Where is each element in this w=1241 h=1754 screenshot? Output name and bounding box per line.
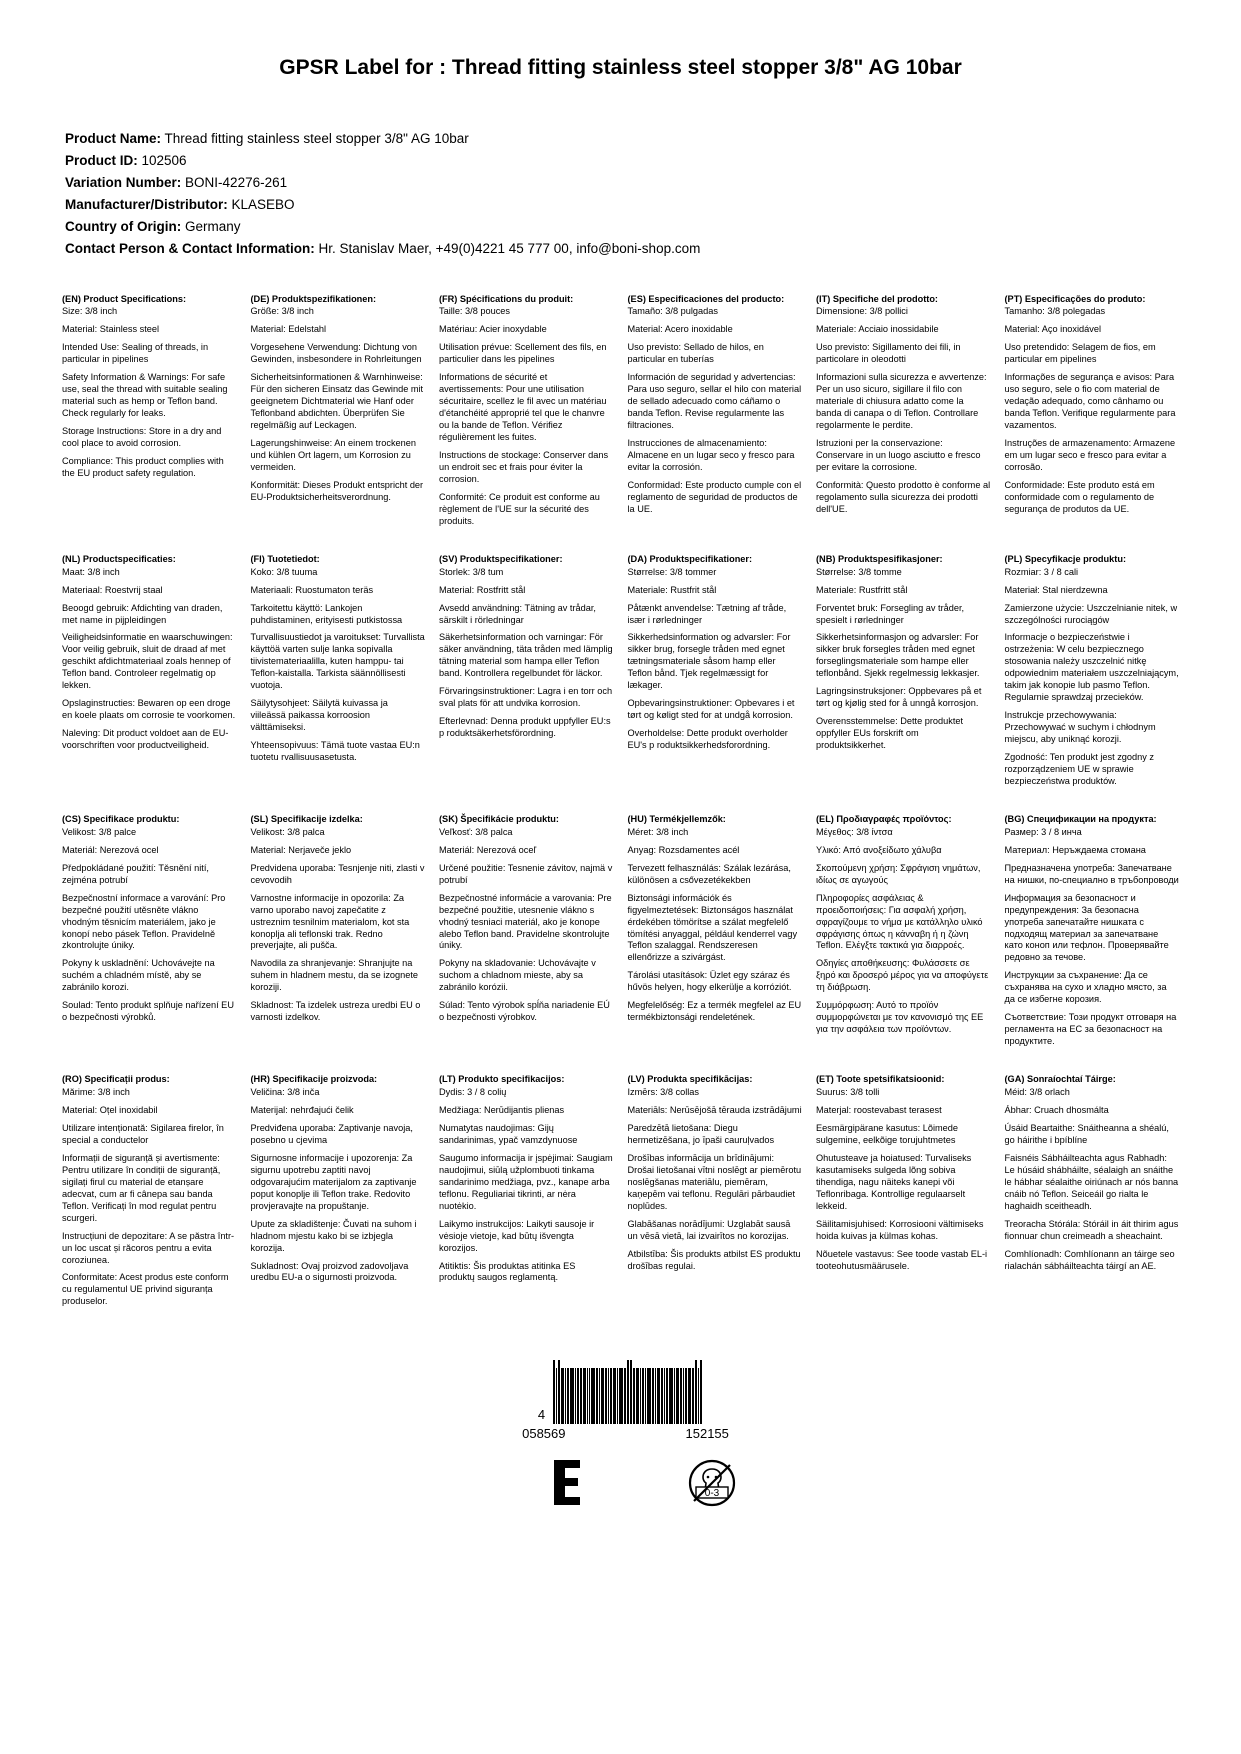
spec-paragraph: Storlek: 3/8 tum xyxy=(439,566,504,577)
spec-paragraph: Lagringsinstruksjoner: Oppbevares på et tørt og kjølig sted for å unngå korrosjon. xyxy=(816,686,982,709)
spec-heading: (LV) Produkta specifikācijas: xyxy=(627,1074,753,1085)
spec-paragraph: Tervezett felhasználás: Szálak lezárása, különösen a csővezetékekben xyxy=(627,862,791,885)
spec-paragraph: Veľkosť: 3/8 palca xyxy=(439,826,513,837)
spec-paragraph: Material: Oțel inoxidabil xyxy=(62,1105,158,1116)
spec-heading: (DA) Produktspecifikationer: xyxy=(627,553,753,564)
spec-paragraph: Informații de siguranță și avertismente: Pentru utilizare în condiții de siguranță, sigilați firul cu material de etanșare adecvat, cum ar fi cânepa sau banda Teflon. Verificați în mod regulat pentru scurgeri. xyxy=(62,1152,221,1223)
spec-paragraph: Materiale: Rustfritt stål xyxy=(816,584,908,595)
spec-paragraph: Navodila za shranjevanje: Shranjujte na suhem in hladnem mestu, da se izognete koroziji. xyxy=(250,958,419,993)
meta-label: Product ID: xyxy=(65,153,138,169)
spec-paragraph: Material: Stainless steel xyxy=(62,324,160,335)
spec-paragraph: Paredzētā lietošana: Diegu hermetizēšana, jo īpaši cauruļvados xyxy=(627,1122,775,1145)
spec-block-hr xyxy=(251,1074,426,1334)
meta-value: Hr. Stanislav Maer, +49(0)4221 45 777 00, info@boni-shop.com xyxy=(318,240,701,256)
spec-block-sv xyxy=(439,554,614,814)
spec-paragraph: Bezpečnostní informace a varování: Pro bezpečné použití utěsněte vlákno vhodným těsnicím materiálem, jako je konopí nebo pásek Teflon. Pravidelně zkontrolujte úniky. xyxy=(62,892,226,951)
svg-text:0-3: 0-3 xyxy=(704,1488,719,1500)
spec-paragraph: Efterlevnad: Denna produkt uppfyller EU:s p roduktsäkerhetsförordning. xyxy=(439,716,611,739)
spec-paragraph: Säilytysohjeet: Säilytä kuivassa ja viileässä paikassa korroosion välttämiseksi. xyxy=(250,698,388,733)
spec-paragraph: Materiál: Nerezová ocel xyxy=(62,844,159,855)
spec-paragraph: Rozmiar: 3 / 8 cali xyxy=(1004,566,1079,577)
meta-value: BONI-42276-261 xyxy=(185,175,288,191)
age-restriction-icon xyxy=(680,1457,744,1509)
spec-block-el xyxy=(816,814,991,1074)
spec-block-nl xyxy=(62,554,237,814)
ean13-barcode xyxy=(553,1360,703,1424)
spec-paragraph: Laikymo instrukcijos: Laikyti sausoje ir vėsioje vietoje, kad būtų išvengta korozijos. xyxy=(439,1218,595,1253)
spec-paragraph: Tarkoitettu käyttö: Lankojen puhdistaminen, erityisesti putkistossa xyxy=(250,602,403,625)
spec-heading: (DE) Produktspezifikationen: xyxy=(250,293,377,304)
spec-paragraph: Saugumo informacija ir įspėjimai: Saugiam naudojimui, siūlą užplombuoti tinkama sandarinimo medžiaga, pvz., kanape arba teflonu. Reguliariai tikrinti, ar nėra nuotėkio. xyxy=(439,1152,613,1211)
spec-paragraph: Suurus: 3/8 tolli xyxy=(816,1087,880,1098)
spec-heading: (ES) Especificaciones del producto: xyxy=(627,293,785,304)
spec-heading: (NL) Productspecificaties: xyxy=(62,553,176,564)
spec-paragraph: Atbilstība: Šis produkts atbilst ES produktu drošības regulai. xyxy=(627,1248,801,1271)
spec-paragraph: Material: Edelstahl xyxy=(250,324,327,335)
spec-paragraph: Zamierzone użycie: Uszczelnianie nitek, w szczególności rurociągów xyxy=(1004,602,1178,625)
meta-label: Manufacturer/Distributor: xyxy=(65,196,228,212)
spec-paragraph: Turvallisuustiedot ja varoitukset: Turvallista käyttöä varten sulje lanka sopivalla tiivistemateriaalilla, kuten hamppu- tai Teflon-kaistalla. Tarkista säännöllisesti vuotoja. xyxy=(250,632,425,691)
spec-paragraph: Sukladnost: Ovaj proizvod zadovoljava uredbu EU-a o sigurnosti proizvoda. xyxy=(250,1260,409,1283)
spec-block-en xyxy=(62,294,237,554)
spec-paragraph: Úsáid Beartaithe: Snáitheanna a shéalú, go háirithe i bpíblíne xyxy=(1004,1122,1169,1145)
spec-paragraph: Faisnéis Sábháilteachta agus Rabhadh: Le húsáid shábháilte, séalaigh an snáithe le hábhar séalaithe oiriúnach ar nós banna cnáib nó Teflon. Seiceáil go rialta le haghaidh sceitheadh. xyxy=(1004,1152,1179,1211)
meta-label: Product Name: xyxy=(65,131,162,147)
spec-paragraph: Σκοπούμενη χρήση: Σφράγιση νημάτων, ιδίως σε αγωγούς xyxy=(816,862,981,885)
barcode-right-digits: 152155 xyxy=(685,1426,729,1442)
spec-paragraph: Material: Acero inoxidable xyxy=(627,324,733,335)
spec-paragraph: Инструкции за съхранение: Да се съхранява на сухо и хладно място, за да се избегне корозия. xyxy=(1004,970,1167,1005)
spec-heading: (RO) Specificații produs: xyxy=(62,1074,170,1085)
spec-paragraph: Размер: 3 / 8 инча xyxy=(1004,826,1082,837)
spec-paragraph: Größe: 3/8 inch xyxy=(250,306,314,317)
spec-block-lv xyxy=(628,1074,803,1334)
specifications-grid xyxy=(62,294,1179,1335)
spec-paragraph: Materiál: Nerezová oceľ xyxy=(439,844,537,855)
meta-value: 102506 xyxy=(141,153,187,169)
spec-paragraph: Instructions de stockage: Conserver dans un endroit sec et frais pour éviter la corrosion. xyxy=(439,449,609,484)
spec-paragraph: Size: 3/8 inch xyxy=(62,306,118,317)
meta-row-country-of-origin xyxy=(65,216,1179,238)
spec-paragraph: Naleving: Dit product voldoet aan de EU-voorschriften voor productveiligheid. xyxy=(62,728,229,751)
spec-block-cs xyxy=(62,814,237,1074)
spec-paragraph: Megfelelőség: Ez a termék megfelel az EU termékbiztonsági rendeletének. xyxy=(627,1000,802,1023)
spec-paragraph: Predviđena uporaba: Zaptivanje navoja, posebno u cjevima xyxy=(250,1122,413,1145)
spec-paragraph: Mărime: 3/8 inch xyxy=(62,1087,130,1098)
spec-paragraph: Taille: 3/8 pouces xyxy=(439,306,510,317)
spec-paragraph: Предназначена употреба: Запечатване на нишки, по-специално в тръбопроводи xyxy=(1004,862,1179,885)
spec-paragraph: Conformidad: Este producto cumple con el reglamento de seguridad de productos de la UE. xyxy=(627,479,802,514)
spec-heading: (EN) Product Specifications: xyxy=(62,293,187,304)
spec-paragraph: Sigurnosne informacije i upozorenja: Za sigurnu upotrebu zaptiti navoj odgovarajućim materijalom za zaptivanje poput konoplje ili Teflon trake. Redovito provjeravajte na propuštanje. xyxy=(250,1152,417,1211)
spec-block-bg xyxy=(1005,814,1180,1074)
barcode-numbers xyxy=(522,1426,729,1441)
spec-paragraph: Atitiktis: Šis produktas atitinka ES produktų saugos reglamentą. xyxy=(439,1260,576,1283)
spec-paragraph: Materijal: nehrđajući čelik xyxy=(250,1105,354,1116)
meta-row-manufacturer xyxy=(65,194,1179,216)
spec-block-nb xyxy=(816,554,991,814)
spec-paragraph: Méret: 3/8 inch xyxy=(627,826,689,837)
spec-paragraph: Veličina: 3/8 inča xyxy=(250,1087,320,1098)
spec-paragraph: Información de seguridad y advertencias: Para uso seguro, sellar el hilo con material de sellado adecuado como cáñamo o banda Teflon. Revise regularmente las filtraciones. xyxy=(627,372,802,431)
spec-block-ro xyxy=(62,1074,237,1334)
spec-paragraph: Utilizare intenționată: Sigilarea firelor, în special a conductelor xyxy=(62,1122,224,1145)
spec-paragraph: Lagerungshinweise: An einem trockenen und kühlen Ort lagern, um Korrosion zu vermeiden. xyxy=(250,438,416,472)
spec-paragraph: Pokyny k uskladnění: Uchovávejte na suchém a chladném místě, aby se zabránilo korozi. xyxy=(62,958,215,993)
spec-paragraph: Určené použitie: Tesnenie závitov, najmä v potrubí xyxy=(439,862,613,885)
spec-paragraph: Anyag: Rozsdamentes acél xyxy=(627,844,740,855)
spec-block-de xyxy=(251,294,426,554)
barcode-left-digits: 058569 xyxy=(522,1426,566,1442)
spec-block-fi xyxy=(251,554,426,814)
spec-paragraph: Informações de segurança e avisos: Para uso seguro, sele o fio com material de vedação adequado, como cânhamo ou banda Teflon. Verifique regularmente para vazamentos. xyxy=(1004,372,1176,431)
spec-paragraph: Treoracha Stórála: Stóráil in áit thirim agus fionnuar chun creimeadh a sheachaint. xyxy=(1004,1218,1179,1241)
spec-heading: (PL) Specyfikacje produktu: xyxy=(1004,553,1127,564)
spec-paragraph: Eesmärgipärane kasutus: Lõimede sulgemine, eelkõige torujuhtmetes xyxy=(816,1122,958,1145)
ce-mark-icon xyxy=(498,1457,584,1509)
spec-paragraph: Instrukcje przechowywania: Przechowywać w suchym i chłodnym miejscu, aby uniknąć korozji. xyxy=(1004,710,1156,745)
spec-paragraph: Информация за безопасност и предупреждения: За безопасна употреба запечатайте нишката с подходящ материал за запечатване като коноп или тефлон. Проверявайте редовно за течове. xyxy=(1004,892,1169,963)
compliance-marks xyxy=(498,1457,744,1509)
spec-paragraph: Opbevaringsinstruktioner: Opbevares i et tørt og køligt sted for at undgå korrosion. xyxy=(627,698,795,721)
meta-label: Country of Origin: xyxy=(65,218,182,234)
spec-paragraph: Izmērs: 3/8 collas xyxy=(627,1087,699,1098)
spec-paragraph: Zgodność: Ten produkt jest zgodny z rozporządzeniem UE w sprawie bezpieczeństwa produktów. xyxy=(1004,752,1154,786)
meta-value: Germany xyxy=(185,218,241,234)
spec-paragraph: Matériau: Acier inoxydable xyxy=(439,324,547,335)
spec-paragraph: Bezpečnostné informácie a varovania: Pre bezpečné použitie, utesnenie vlákno s vhodný tesniaci materiál, ako je konope alebo Teflon band. Pravidelne skontrolujte úniky. xyxy=(439,892,612,951)
spec-paragraph: Utilisation prévue: Scellement des fils, en particulier dans les pipelines xyxy=(439,342,607,365)
spec-paragraph: Storage Instructions: Store in a dry and cool place to avoid corrosion. xyxy=(62,426,222,449)
spec-paragraph: Förvaringsinstruktioner: Lagra i en torr och sval plats för att undvika korrosion. xyxy=(439,686,613,709)
spec-paragraph: Υλικό: Από ανοξείδωτο χάλυβα xyxy=(816,844,942,855)
footer xyxy=(62,1360,1179,1509)
spec-paragraph: Съответствие: Този продукт отговаря на регламента на ЕС за безопасност на продуктите. xyxy=(1004,1012,1177,1047)
spec-paragraph: Sikkerhedsinformation og advarsler: For sikker brug, forsegle tråden med egnet tætningsmateriale såsom hamp eller Teflon bånd. Tjek regelmæssigt for lækager. xyxy=(627,632,791,691)
spec-block-it xyxy=(816,294,991,554)
spec-paragraph: Sikkerhetsinformasjon og advarsler: For sikker bruk forsegles tråden med egnet forseglingsmateriale som hampe eller teflonbånd. Sjekk regelmessig lekkasjer. xyxy=(816,632,980,679)
meta-label: Variation Number: xyxy=(65,175,182,191)
barcode-area xyxy=(538,1360,703,1424)
spec-block-hu xyxy=(628,814,803,1074)
meta-row-contact xyxy=(65,238,1179,260)
spec-paragraph: Overensstemmelse: Dette produktet oppfyller EUs forskrift om produktsikkerhet. xyxy=(816,716,964,751)
spec-paragraph: Dimensione: 3/8 pollici xyxy=(816,306,908,317)
spec-paragraph: Säilitamisjuhised: Korrosiooni vältimiseks hoida kuivas ja külmas kohas. xyxy=(816,1218,984,1241)
spec-paragraph: Uso previsto: Sellado de hilos, en particular en tuberías xyxy=(627,342,764,365)
spec-paragraph: Forventet bruk: Forsegling av tråder, spesielt i rørledninger xyxy=(816,602,965,625)
spec-paragraph: Velikost: 3/8 palca xyxy=(250,826,325,837)
spec-paragraph: Materiale: Acciaio inossidabile xyxy=(816,324,939,335)
spec-paragraph: Conformité: Ce produit est conforme au règlement de l'UE sur la sécurité des produits. xyxy=(439,491,600,526)
spec-paragraph: Předpokládané použití: Těsnění nití, zejména potrubí xyxy=(62,862,209,885)
spec-paragraph: Glabāšanas norādījumi: Uzglabāt sausā un vēsā vietā, lai izvairītos no korozijas. xyxy=(627,1218,791,1241)
spec-paragraph: Informazioni sulla sicurezza e avvertenze: Per un uso sicuro, sigillare il filo con materiale di chiusura adatto come la banda di canapa o di Teflon. Controllare regolarmente le perdite. xyxy=(816,372,987,431)
spec-heading: (EL) Προδιαγραφές προϊόντος: xyxy=(816,813,952,824)
spec-paragraph: Οδηγίες αποθήκευσης: Φυλάσσετε σε ξηρό και δροσερό μέρος για να αποφύγετε τη διάβρωση. xyxy=(816,958,989,993)
spec-paragraph: Conformitate: Acest produs este conform cu regulamentul UE privind siguranța produselor. xyxy=(62,1272,229,1307)
spec-paragraph: Uso pretendido: Selagem de fios, em particular em pipelines xyxy=(1004,342,1156,365)
spec-paragraph: Veiligheidsinformatie en waarschuwingen: Voor veilig gebruik, sluit de draad af met geschikt afdichtmateriaal zoals hennep of Teflon band. Controleer regelmatig op lekken. xyxy=(62,632,233,691)
spec-heading: (HU) Termékjellemzők: xyxy=(627,813,726,824)
spec-paragraph: Compliance: This product complies with the EU product safety regulation. xyxy=(62,455,224,478)
spec-block-et xyxy=(816,1074,991,1334)
spec-paragraph: Størrelse: 3/8 tomme xyxy=(816,566,902,577)
meta-value: KLASEBO xyxy=(231,196,295,212)
spec-paragraph: Predvidena uporaba: Tesnjenje niti, zlasti v cevovodih xyxy=(250,862,425,885)
spec-paragraph: Opslaginstructies: Bewaren op een droge en koele plaats om corrosie te voorkomen. xyxy=(62,698,236,721)
spec-heading: (SL) Specifikacije izdelka: xyxy=(250,813,363,824)
spec-block-pl xyxy=(1005,554,1180,814)
spec-paragraph: Material: Aço inoxidável xyxy=(1004,324,1102,335)
spec-heading: (SK) Špecifikácie produktu: xyxy=(439,813,559,824)
spec-paragraph: Πληροφορίες ασφάλειας & προειδοποιήσεις: Για ασφαλή χρήση, σφραγίζουμε το νήμα με κατάλληλο υλικό σφράγισης όπως η κάνναβη ή η ζώνη Teflon. Ελέγξτε τακτικά για διαρροές. xyxy=(816,892,983,951)
spec-paragraph: Koko: 3/8 tuuma xyxy=(250,566,318,577)
spec-heading: (BG) Спецификации на продукта: xyxy=(1004,813,1157,824)
spec-paragraph: Materiāls: Nerūsējošā tērauda izstrādājumi xyxy=(627,1105,802,1116)
spec-paragraph: Vorgesehene Verwendung: Dichtung von Gewinden, insbesondere in Rohrleitungen xyxy=(250,342,422,365)
page-title: GPSR Label for : Thread fitting stainless steel stopper 3/8" AG 10bar xyxy=(279,56,962,79)
spec-block-fr xyxy=(439,294,614,554)
spec-paragraph: Materiale: Rustfrit stål xyxy=(627,584,717,595)
spec-heading: (ET) Toote spetsifikatsioonid: xyxy=(816,1074,945,1085)
spec-block-lt xyxy=(439,1074,614,1334)
spec-heading: (IT) Specifiche del prodotto: xyxy=(816,293,938,304)
spec-paragraph: Instrucțiuni de depozitare: A se păstra într-un loc uscat și răcoros pentru a evita coroziunea. xyxy=(62,1230,235,1265)
spec-paragraph: Informations de sécurité et avertissements: Pour une utilisation sécuritaire, scellez le fil avec un matériau d'étanchéité approprié tel que le chanvre ou la bande de Teflon. Vérifiez régulièrement les fuites. xyxy=(439,372,607,443)
spec-paragraph: Comhlíonadh: Comhlíonann an táirge seo rialachán sábháilteachta táirgí an AE. xyxy=(1004,1248,1175,1271)
spec-paragraph: Yhteensopivuus: Tämä tuote vastaa EU:n tuotetu rvallisuusasetusta. xyxy=(250,740,420,763)
spec-paragraph: Konformität: Dieses Produkt entspricht der EU-Produktsicherheitsverordnung. xyxy=(250,479,424,502)
spec-paragraph: Numatytas naudojimas: Gijų sandarinimas, ypač vamzdynuose xyxy=(439,1122,578,1145)
spec-block-da xyxy=(628,554,803,814)
meta-row-product-id xyxy=(65,150,1179,172)
spec-paragraph: Velikost: 3/8 palce xyxy=(62,826,137,837)
spec-paragraph: Intended Use: Sealing of threads, in particular in pipelines xyxy=(62,342,209,365)
spec-heading: (FR) Spécifications du produit: xyxy=(439,293,574,304)
spec-paragraph: Safety Information & Warnings: For safe use, seal the thread with suitable sealing material such as hemp or Teflon band. Check regularly for leaks. xyxy=(62,372,228,419)
spec-paragraph: Material: Nerjaveče jeklo xyxy=(250,844,352,855)
spec-heading: (NB) Produktspesifikasjoner: xyxy=(816,553,943,564)
spec-paragraph: Ábhar: Cruach dhosmálta xyxy=(1004,1105,1109,1116)
product-meta xyxy=(65,128,1179,259)
spec-paragraph: Μέγεθος: 3/8 ίντσα xyxy=(816,826,893,837)
spec-paragraph: Påtænkt anvendelse: Tætning af tråde, især i rørledninger xyxy=(627,602,787,625)
spec-heading: (PT) Especificações do produto: xyxy=(1004,293,1146,304)
spec-paragraph: Nõuetele vastavus: See toode vastab EL-i tooteohutusmäärusele. xyxy=(816,1248,988,1271)
spec-heading: (SV) Produktspecifikationer: xyxy=(439,553,563,564)
spec-paragraph: Sicherheitsinformationen & Warnhinweise: Für den sicheren Einsatz das Gewinde mit geeignetem Dichtmaterial wie Hanf oder Teflonband abdichten. Überprüfen Sie regelmäßig auf Leckagen. xyxy=(250,372,424,431)
spec-paragraph: Súlad: Tento výrobok spĺňa nariadenie EÚ o bezpečnosti výrobkov. xyxy=(439,1000,610,1023)
spec-paragraph: Uso previsto: Sigillamento dei fili, in particolare in oleodotti xyxy=(816,342,961,365)
meta-value: Thread fitting stainless steel stopper 3/8" AG 10bar xyxy=(164,131,469,147)
meta-row-product-name xyxy=(65,128,1179,150)
spec-paragraph: Upute za skladištenje: Čuvati na suhom i hladnom mjestu kako bi se izbjegla korozija. xyxy=(250,1218,417,1253)
spec-block-sk xyxy=(439,814,614,1074)
spec-paragraph: Materiaal: Roestvrij staal xyxy=(62,584,163,595)
spec-paragraph: Instruções de armazenamento: Armazene em um lugar seco e fresco para evitar a corrosão. xyxy=(1004,438,1176,472)
spec-paragraph: Maat: 3/8 inch xyxy=(62,566,120,577)
spec-paragraph: Medžiaga: Nerūdijantis plienas xyxy=(439,1105,565,1116)
spec-paragraph: Méid: 3/8 orlach xyxy=(1004,1087,1070,1098)
spec-paragraph: Instrucciones de almacenamiento: Almacene en un lugar seco y fresco para evitar la corrosión. xyxy=(627,438,795,472)
spec-paragraph: Dydis: 3 / 8 colių xyxy=(439,1087,507,1098)
spec-paragraph: Säkerhetsinformation och varningar: För säker användning, täta tråden med lämplig tätning material som hampa eller Teflon band. Kontrollera regelbundet för läckor. xyxy=(439,632,613,679)
spec-paragraph: Conformidade: Este produto está em conformidade com o regulamento de segurança de produtos da UE. xyxy=(1004,479,1155,514)
spec-block-sl xyxy=(251,814,426,1074)
spec-heading: (GA) Sonraíochtaí Táirge: xyxy=(1004,1074,1116,1085)
spec-paragraph: Drošības informācija un brīdinājumi: Drošai lietošanai vītni noslēgt ar piemērotu noslēgšanas materiālu, piemēram, kaņepēm vai teflonu. Regulāri pārbaudiet noplūdes. xyxy=(627,1152,802,1211)
spec-heading: (CS) Specifikace produktu: xyxy=(62,813,180,824)
spec-paragraph: Istruzioni per la conservazione: Conservare in un luogo asciutto e fresco per evitare la corrosione. xyxy=(816,438,981,472)
spec-paragraph: Pokyny na skladovanie: Uchovávajte v suchom a chladnom mieste, aby sa zabránilo korózii. xyxy=(439,958,596,993)
spec-paragraph: Beoogd gebruik: Afdichting van draden, met name in pijpleidingen xyxy=(62,602,223,625)
spec-paragraph: Varnostne informacije in opozorila: Za varno uporabo navoj zapečatite z ustreznim tesnilnim materialom, kot sta konoplja ali teflonski trak. Redno preverjajte, ali pušča. xyxy=(250,892,410,951)
spec-paragraph: Soulad: Tento produkt splňuje nařízení EU o bezpečnosti výrobků. xyxy=(62,1000,234,1023)
spec-heading: (HR) Specifikacije proizvoda: xyxy=(250,1074,378,1085)
spec-paragraph: Størrelse: 3/8 tommer xyxy=(627,566,717,577)
spec-paragraph: Materiaali: Ruostumaton teräs xyxy=(250,584,374,595)
spec-heading: (LT) Produkto specifikacijos: xyxy=(439,1074,565,1085)
spec-block-pt xyxy=(1005,294,1180,554)
spec-paragraph: Tárolási utasítások: Üzlet egy száraz és hűvös helyen, hogy elkerülje a korróziót. xyxy=(627,970,792,993)
spec-paragraph: Avsedd användning: Tätning av trådar, särskilt i rörledningar xyxy=(439,602,596,625)
spec-paragraph: Materjal: roostevabast terasest xyxy=(816,1105,942,1116)
spec-paragraph: Biztonsági információk és figyelmeztetések: Biztonságos használat érdekében tömörítse a szálat megfelelő tömítési anyaggal, például kenderrel vagy Teflon szalaggal. Rendszeresen ellenőrizze a szivárgást. xyxy=(627,892,798,963)
spec-paragraph: Material: Rostfritt stål xyxy=(439,584,526,595)
meta-label: Contact Person & Contact Information: xyxy=(65,240,315,256)
barcode-lead-digit: 4 xyxy=(537,1407,546,1423)
meta-row-variation-number xyxy=(65,172,1179,194)
spec-paragraph: Материал: Неръждаема стомана xyxy=(1004,844,1146,855)
spec-block-es xyxy=(628,294,803,554)
spec-block-ga xyxy=(1005,1074,1180,1334)
spec-paragraph: Conformità: Questo prodotto è conforme al regolamento sulla sicurezza dei prodotti dell'UE. xyxy=(816,479,991,514)
spec-heading: (FI) Tuotetiedot: xyxy=(250,553,320,564)
spec-paragraph: Skladnost: Ta izdelek ustreza uredbi EU o varnosti izdelkov. xyxy=(250,1000,421,1023)
spec-paragraph: Συμμόρφωση: Αυτό το προϊόν συμμορφώνεται με τον κανονισμό της ΕΕ για την ασφάλεια των προϊόντων. xyxy=(816,1000,984,1035)
spec-paragraph: Tamanho: 3/8 polegadas xyxy=(1004,306,1106,317)
spec-paragraph: Materiał: Stal nierdzewna xyxy=(1004,584,1108,595)
spec-paragraph: Overholdelse: Dette produkt overholder EU's p roduktsikkerhedsforordning. xyxy=(627,728,788,751)
spec-paragraph: Ohutusteave ja hoiatused: Turvaliseks kasutamiseks sulgeda lõng sobiva tihendiga, nagu näiteks kanepi või Teflonribaga. Kontrollige regulaarselt lekkeid. xyxy=(816,1152,972,1211)
spec-paragraph: Informacje o bezpieczeństwie i ostrzeżenia: W celu bezpiecznego stosowania należy uszczelnić nitkę odpowiednim materiałem uszczelniającym, takim jak konopie lub pasmo Teflon. Regularnie sprawdzaj przecieków. xyxy=(1004,632,1179,703)
spec-paragraph: Tamaño: 3/8 pulgadas xyxy=(627,306,718,317)
